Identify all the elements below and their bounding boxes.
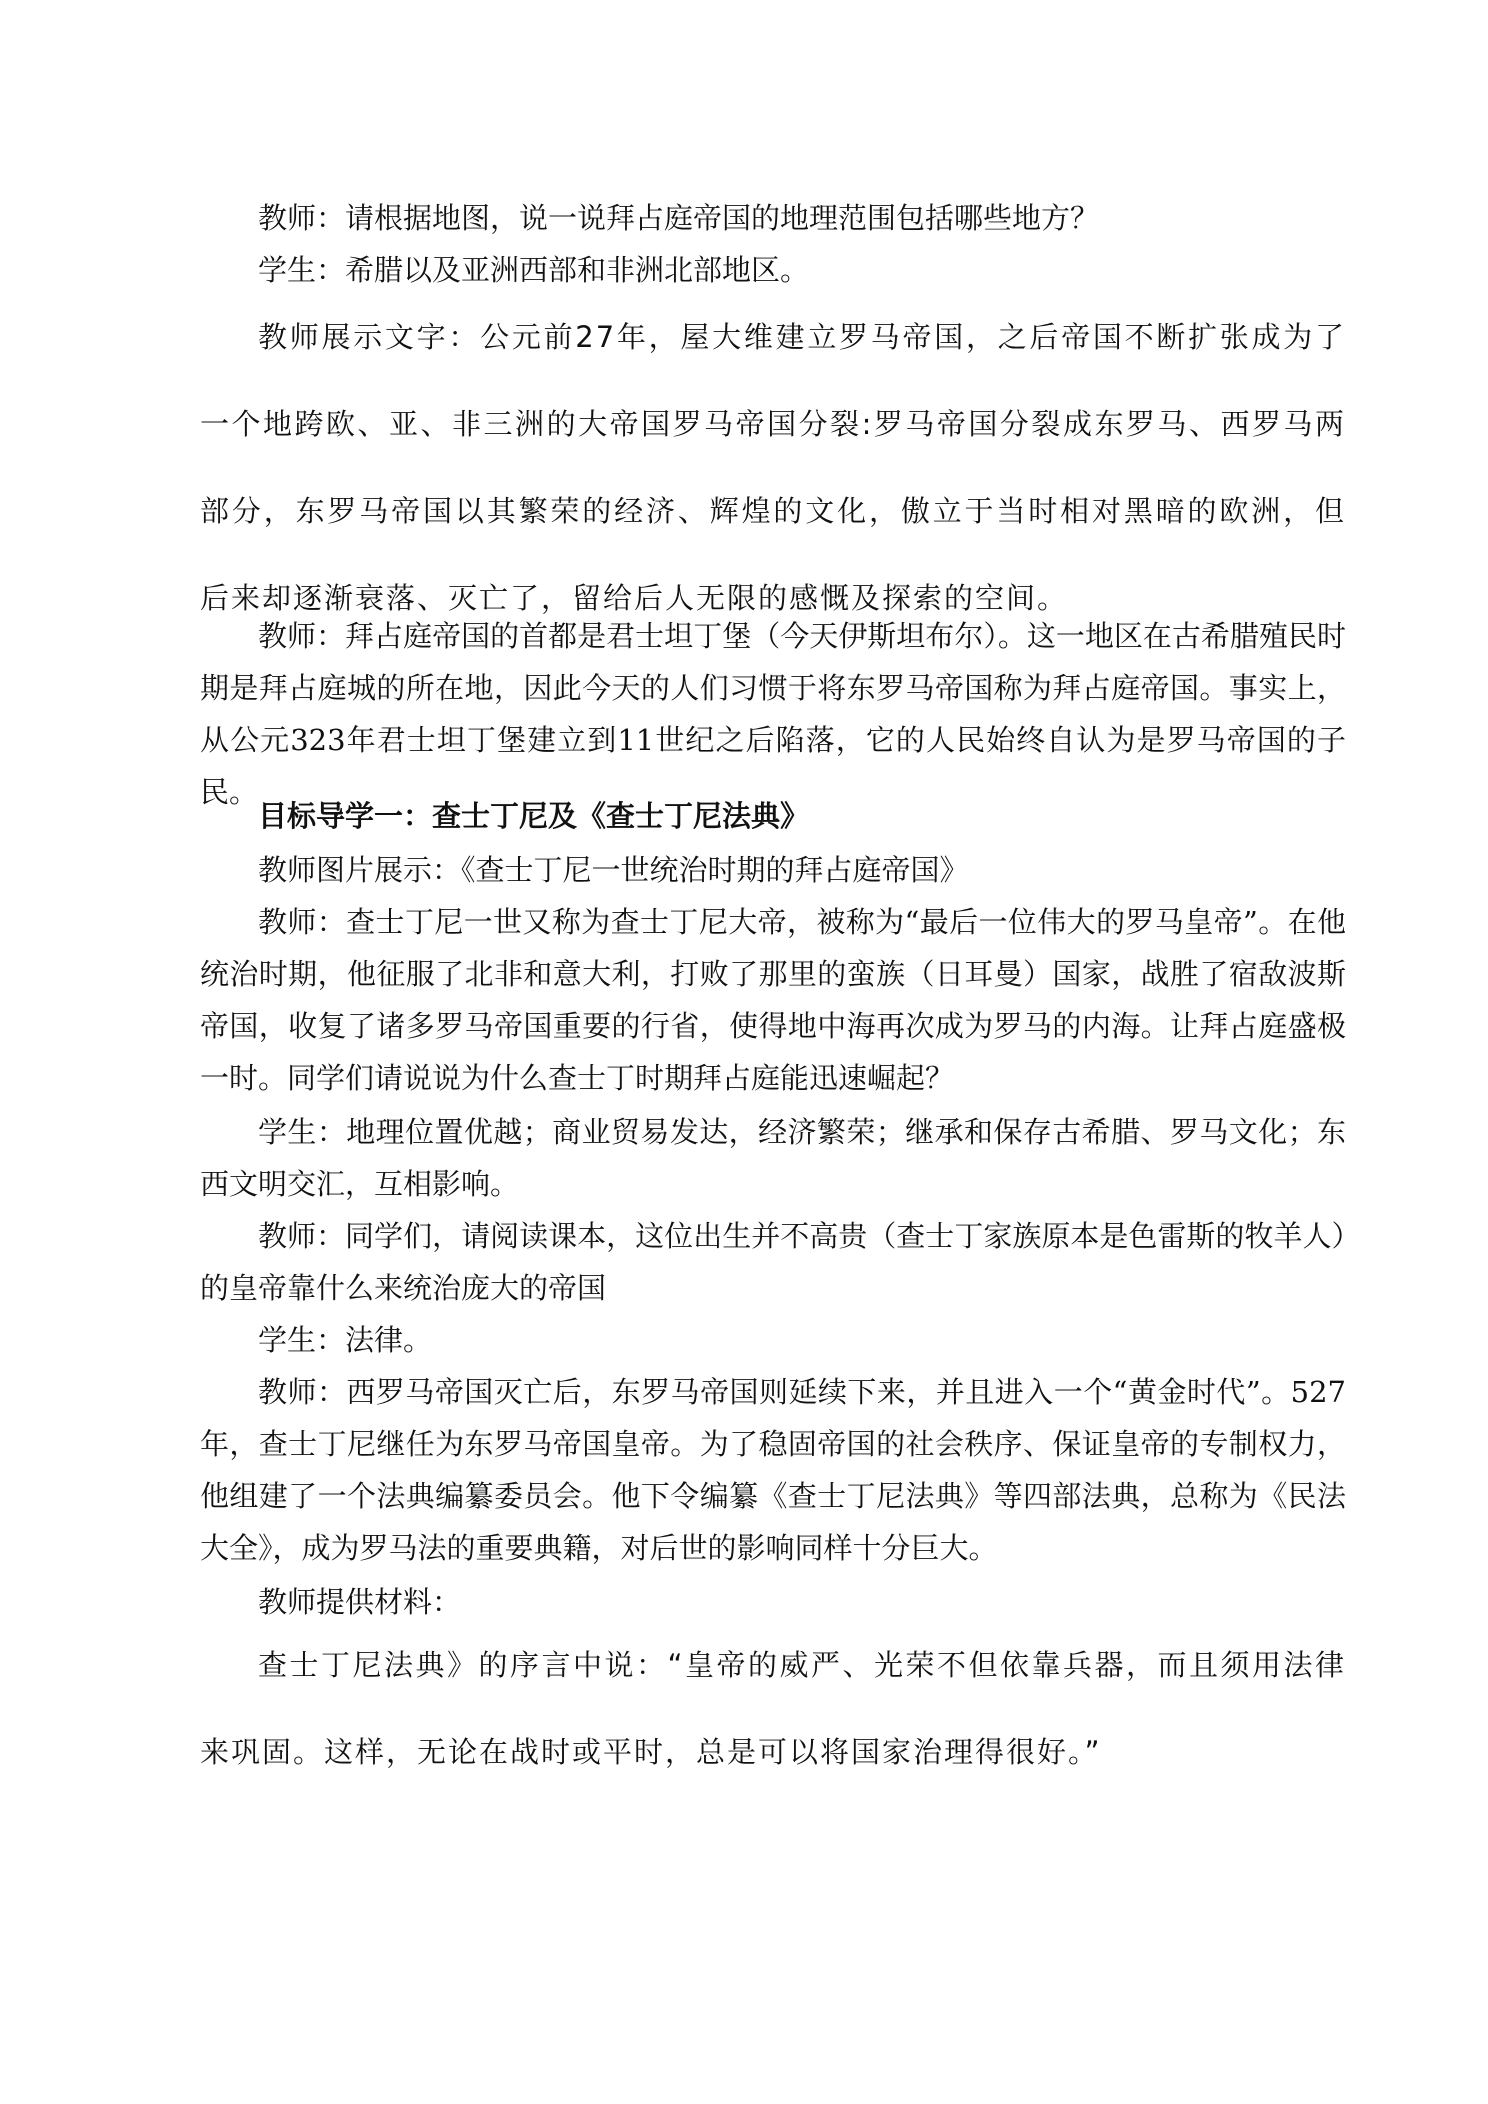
section-heading-goal-one: 目标导学一：查士丁尼及《查士丁尼法典》 xyxy=(258,799,810,833)
teacher-display-text: 教师展示文字：公元前27年，屋大维建立罗马帝国，之后帝国不断扩张成为了一个地跨欧、亚、非三洲的大帝国罗马帝国分裂:罗马帝国分裂成东罗马、西罗马两部分，东罗马帝国以其繁荣的经济、辉煌的文化，傲立于当时相对黑暗的欧洲，但后来却逐渐衰落、灭亡了，留给后人无限的感慨及探索的空间。 xyxy=(200,320,1346,615)
teacher-question-map: 教师：请根据地图，说一说拜占庭帝国的地理范围包括哪些地方？ xyxy=(258,201,1100,235)
student-answer-region: 学生：希腊以及亚洲西部和非洲北部地区。 xyxy=(258,253,810,287)
teacher-justinian-paragraph: 教师：查士丁尼一世又称为查士丁尼大帝，被称为“最后一位伟大的罗马皇帝”。在他统治时期，他征服了北非和意大利，打败了那里的蛮族（日耳曼）国家，战胜了宿敌波斯帝国，收复了诸多罗马帝国重要的行省，使得地中海再次成为罗马的内海。让拜占庭盛极一时。同学们请说说为什么查士丁时期拜占庭能迅速崛起？ xyxy=(200,905,1346,1095)
student-answer-law: 学生：法律。 xyxy=(258,1323,433,1357)
teacher-golden-age-paragraph: 教师：西罗马帝国灭亡后，东罗马帝国则延续下来，并且进入一个“黄金时代”。527年，查士丁尼继任为东罗马帝国皇帝。为了稳固帝国的社会秩序、保证皇帝的专制权力，他组建了一个法典编纂委员会。他下令编纂《查士丁尼法典》等四部法典，总称为《民法大全》，成为罗马法的重要典籍，对后世的影响同样十分巨大。 xyxy=(200,1375,1346,1565)
teacher-image-caption: 教师图片展示：《查士丁尼一世统治时期的拜占庭帝国》 xyxy=(258,853,969,887)
material-quote: 查士丁尼法典》的序言中说：“皇帝的威严、光荣不但依靠兵器，而且须用法律来巩固。这样，无论在战时或平时，总是可以将国家治理得很好。” xyxy=(200,1648,1346,1769)
teacher-capital-paragraph: 教师：拜占庭帝国的首都是君士坦丁堡（今天伊斯坦布尔）。这一地区在古希腊殖民时期是拜占庭城的所在地，因此今天的人们习惯于将东罗马帝国称为拜占庭帝国。事实上，从公元323年君士坦丁堡建立到11世纪之后陷落，它的人民始终自认为是罗马帝国的子民。 xyxy=(200,619,1346,809)
teacher-read-textbook: 教师：同学们，请阅读课本，这位出生并不高贵（查士丁家族原本是色雷斯的牧羊人）的皇帝靠什么来统治庞大的帝国 xyxy=(200,1219,1346,1305)
student-rise-reasons: 学生：地理位置优越；商业贸易发达，经济繁荣；继承和保存古希腊、罗马文化；东西文明交汇，互相影响。 xyxy=(200,1115,1346,1201)
teacher-provides-material: 教师提供材料： xyxy=(258,1585,462,1619)
